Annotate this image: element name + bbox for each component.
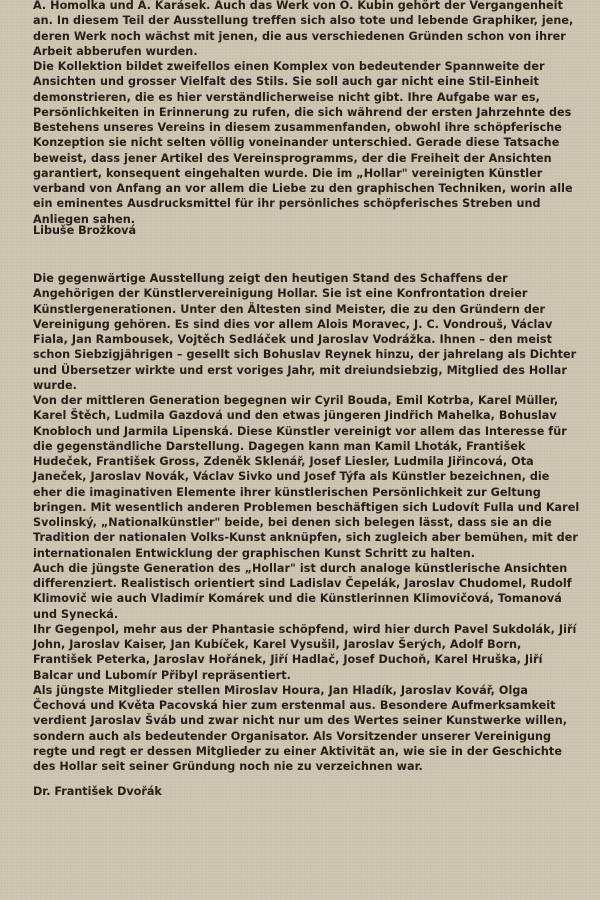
paragraph: Ihr Gegenpol, mehr aus der Phantasie schöpfend, wird hier durch Pavel Sukdolák, Jiří John, Jaroslav Kaiser, Jan Kubíček, Karel Vysušil, Jaroslav Šerých, Adolf Born, František Peterka, Jaroslav Hořánek, Jiří Hadlač, Josef Duchoň, Karel Hruška, Jiří Balcar und Lubomír Přibyl repräsentiert. [33,622,577,682]
paragraph: Auch die jüngste Generation des „Hollar" ist durch analoge künstlerische Ansichten differenziert. Realistisch orientiert sind Ladislav Čepelák, Jaroslav Chudomel, Rudolf Klimovič wie auch Vladimír Komárek und die Künstlerinnen Klimovičová, Tomanová und Synecká. [33,561,572,621]
author-signature: Libuše Brožková [33,224,136,237]
author-signature: Dr. František Dvořák [33,785,162,798]
paragraph: Von der mittleren Generation begegnen wir Cyril Bouda, Emil Kotrba, Karel Müller, Karel Štěch, Ludmila Gazdová und den etwas jüngeren Jindřich Mahelka, Bohuslav Knobloch und Jarmila Lipenská. Diese Künstler vereinigt vor allem das Interesse für die gegenständliche Darstellung. Dagegen kann man Kamil Lhoták, František Hudeček, František Gross, Zdeněk Sklenář, Josef Liesler, Ludmila Jiřincová, Ota Janeček, Jaroslav Novák, Václav Sivko und Josef Týfa als Künstler bezeichnen, die eher die imaginativen Elemente ihrer künstlerischen Persönlichkeit zur Geltung bringen. Mit wesentlich anderen Problemen beschäftigen sich Ludovít Fulla und Karel Svolinský, „Nationalkünstler" beide, bei denen sich belegen lässt, dass sie an die Tradition der nationalen Volks-Kunst anknüpfen, sich zugleich aber bemühen, mit der internationalen Entwicklung der graphischen Kunst Schritt zu halten. [33,394,580,560]
paragraph: Die Kollektion bildet zweifellos einen Komplex von bedeutender Spannweite der Ansichten und grosser Vielfalt des Stils. Sie soll auch gar nicht eine Stil-Einheit demonstrieren, die es hier verständlicherweise nicht gibt. Ihre Aufgabe war es, Persönlichkeiten in Erinnerung zu rufen, die sich während der ersten Jahrzehnte des Bestehens unseres Vereins in diesem zusammenfanden, obwohl ihre schöpferische Konzeption sie nicht selten völlig voneinander unterschied. Gerade diese Tatsache beweist, dass jener Artikel des Vereinsprogramms, der die Freiheit der Ansichten garantiert, konsequent eingehalten wurde. Die im „Hollar" vereinigten Künstler verband von Anfang an vor allem die Liebe zu den graphischen Techniken, worin alle ein eminentes Ausdrucksmittel für ihr persönliches schöpferisches Streben und Anliegen sahen. [33,60,573,226]
text-section-current-exhibition [33,271,581,774]
paragraph: Als jüngste Mitglieder stellen Miroslav Houra, Jan Hladík, Jaroslav Kovář, Olga Čechová und Květa Pacovská hier zum erstenmal aus. Besondere Aufmerksamkeit verdient Jaroslav Šváb und zwar nicht nur um des Wertes seiner Kunstwerke willen, sondern auch als bedeutender Organisator. Als Vorsitzender unserer Vereinigung regte und regt er dessen Mitglieder zu einer Aktivität an, wie sie in der Geschichte des Hollar seit seiner Gründung noch nie zu verzeichnen war. [33,683,568,773]
paragraph: Die gegenwärtige Ausstellung zeigt den heutigen Stand des Schaffens der Angehörigen der Künstlervereinigung Hollar. Sie ist eine Konfrontation dreier Künstlergenerationen. Unter den Ältesten sind Meister, die zu den Gründern der Vereinigung gehören. Es sind dies vor allem Alois Moravec, J. C. Vondrouš, Václav Fiala, Jan Rambousek, Vojtěch Sedláček und Jaroslav Vodrážka. Ihnen – den meist schon Siebzigjährigen – gesellt sich Bohuslav Reynek hinzu, der jahrelang als Dichter und Übersetzer wirkte und erst voriges Jahr, mit dreiundsiebzig, Mitglied des Hollar wurde. [33,272,577,392]
paragraph: A. Homolka und A. Karásek. Auch das Werk von O. Kubin gehört der Vergangenheit an. In diesem Teil der Ausstellung treffen sich also tote und lebende Graphiker, jene, deren Werk noch wächst mit jenen, die aus verschiedenen Gründen schon von ihrer Arbeit abberufen wurden. [33,0,574,58]
text-section-graphic-history [33,0,581,227]
